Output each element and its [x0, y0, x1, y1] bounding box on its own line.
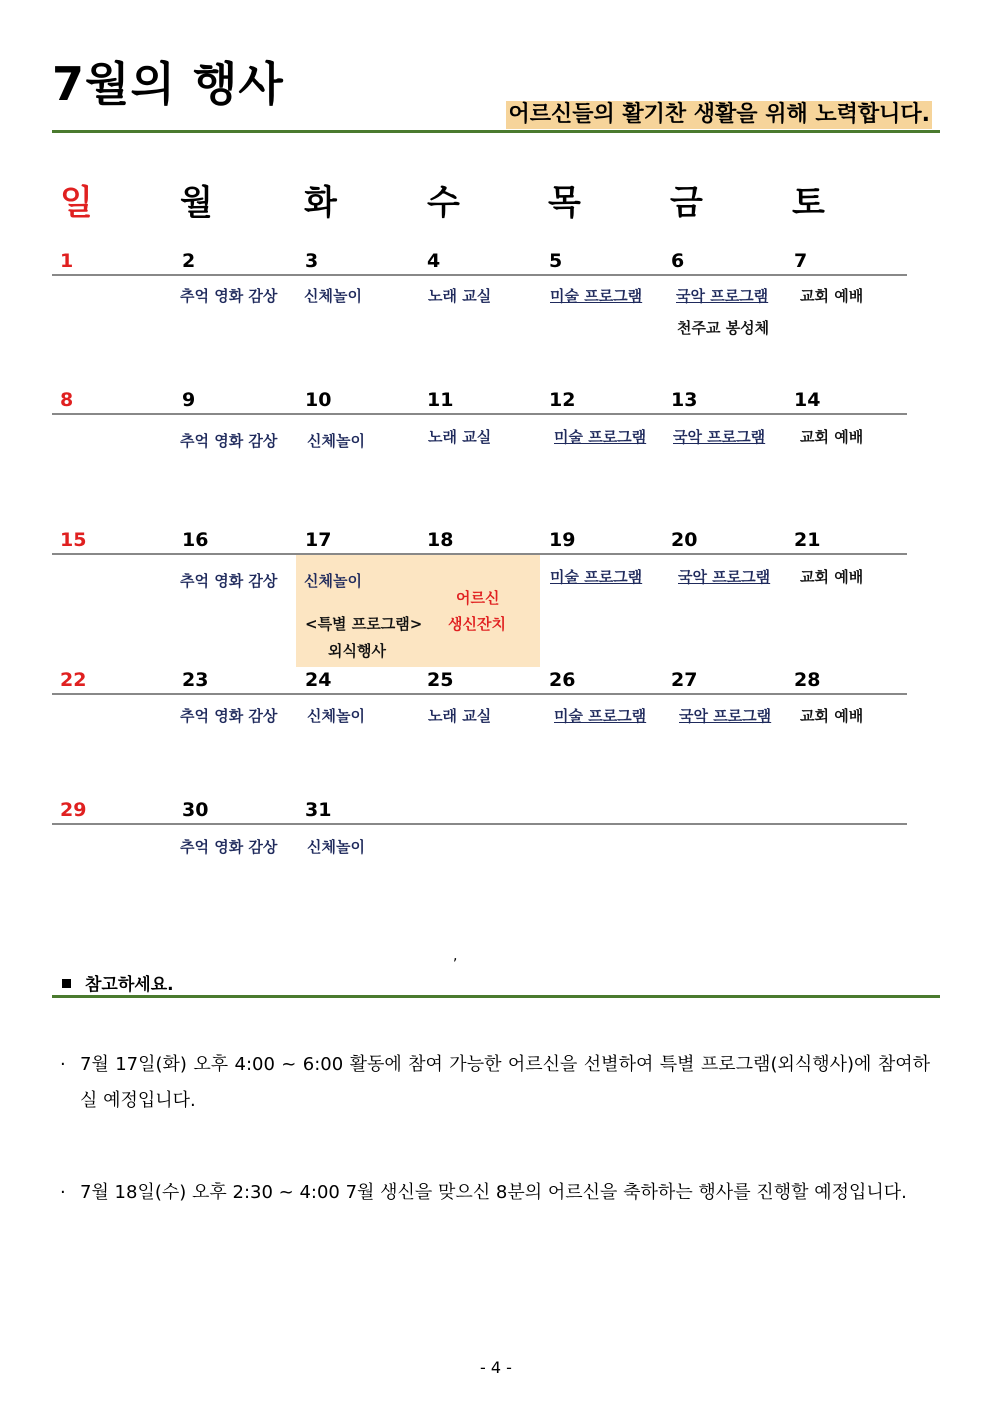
notes-rule [52, 995, 940, 998]
note-text: 7월 18일(수) 오후 2:30 ~ 4:00 7월 생신을 맞으신 8분의 어르신을 축하하는 행사를 진행할 예정입니다. [80, 1182, 907, 1203]
event-church: 교회 예배 [800, 568, 864, 586]
date-cell: 28 [794, 669, 821, 691]
event-catholic: 천주교 봉성체 [677, 319, 770, 337]
page-title: 7월의 행사 [52, 57, 284, 111]
calendar-week-1 [52, 250, 908, 370]
date-cell: 14 [794, 389, 821, 411]
event-birthday-line2: 생신잔치 [448, 615, 506, 633]
date-cell: 21 [794, 529, 821, 551]
weekday-thu: 목 [548, 183, 581, 223]
notes-heading-text: 참고하세요. [85, 975, 174, 995]
event-church: 교회 예배 [800, 707, 864, 725]
event-korean-music: 국악 프로그램 [678, 568, 771, 586]
date-cell: 29 [60, 799, 87, 821]
event-movie: 추억 영화 감상 [180, 838, 278, 856]
date-cell: 7 [794, 250, 808, 272]
date-cell: 26 [549, 669, 576, 691]
date-cell: 16 [182, 529, 209, 551]
date-cell: 6 [671, 250, 685, 272]
event-birthday-line1: 어르신 [456, 589, 500, 607]
weekday-mon: 월 [180, 183, 213, 223]
date-cell: 20 [671, 529, 698, 551]
weekday-tue: 화 [304, 183, 337, 223]
calendar-week-3 [52, 529, 908, 669]
page-subtitle: 어르신들의 활기찬 생활을 위해 노력합니다. [508, 102, 930, 127]
date-cell: 13 [671, 389, 698, 411]
event-movie: 추억 영화 감상 [180, 432, 278, 450]
event-art: 미술 프로그램 [554, 707, 647, 725]
note-text: 7월 17일(화) 오후 4:00 ~ 6:00 활동에 참여 가능한 어르신을 선별하여 특별 프로그램(외식행사)에 참여하실 예정입니다. [80, 1054, 930, 1111]
date-cell: 11 [427, 389, 454, 411]
event-art: 미술 프로그램 [550, 568, 643, 586]
dot-bullet-icon: · [60, 1182, 66, 1203]
date-cell: 4 [427, 250, 441, 272]
calendar-week-2 [52, 389, 908, 509]
stray-mark: , [453, 948, 458, 964]
date-cell: 27 [671, 669, 698, 691]
date-cell: 30 [182, 799, 209, 821]
event-korean-music: 국악 프로그램 [676, 287, 769, 305]
page-number: - 4 - [480, 1358, 512, 1377]
week-divider [52, 693, 907, 695]
event-singing: 노래 교실 [428, 287, 492, 305]
weekday-header-row [52, 175, 952, 225]
date-cell: 17 [305, 529, 332, 551]
event-movie: 추억 영화 감상 [180, 707, 278, 725]
date-cell: 18 [427, 529, 454, 551]
event-special-program: <특별 프로그램> [305, 615, 423, 633]
date-cell: 15 [60, 529, 87, 551]
date-cell: 23 [182, 669, 209, 691]
date-cell: 24 [305, 669, 332, 691]
dot-bullet-icon: · [60, 1054, 66, 1075]
date-cell: 3 [305, 250, 319, 272]
date-cell: 1 [60, 250, 74, 272]
weekday-sat: 토 [792, 183, 825, 223]
event-movie: 추억 영화 감상 [180, 287, 278, 305]
calendar-week-5 [52, 799, 908, 879]
event-church: 교회 예배 [800, 287, 864, 305]
date-cell: 2 [182, 250, 196, 272]
event-singing: 노래 교실 [428, 707, 492, 725]
week-divider [52, 413, 907, 415]
event-dining-out: 외식행사 [328, 642, 386, 660]
event-exercise: 신체놀이 [307, 707, 365, 725]
event-church: 교회 예배 [800, 428, 864, 446]
header-rule [52, 130, 940, 133]
weekday-sun: 일 [60, 183, 93, 223]
date-cell: 22 [60, 669, 87, 691]
event-exercise: 신체놀이 [304, 287, 362, 305]
date-cell: 10 [305, 389, 332, 411]
event-art: 미술 프로그램 [554, 428, 647, 446]
calendar-week-4 [52, 669, 908, 789]
date-cell: 12 [549, 389, 576, 411]
date-cell: 8 [60, 389, 74, 411]
event-korean-music: 국악 프로그램 [673, 428, 766, 446]
event-exercise: 신체놀이 [307, 432, 365, 450]
weekday-wed: 수 [427, 183, 460, 223]
weekday-fri: 금 [670, 183, 703, 223]
notes-heading [62, 970, 174, 995]
date-cell: 31 [305, 799, 332, 821]
week-divider [52, 823, 907, 825]
date-cell: 5 [549, 250, 563, 272]
event-exercise: 신체놀이 [307, 838, 365, 856]
square-bullet-icon [62, 979, 71, 988]
date-cell: 19 [549, 529, 576, 551]
note-item-1 [60, 1047, 930, 1119]
date-cell: 9 [182, 389, 196, 411]
week-divider [52, 274, 907, 276]
event-korean-music: 국악 프로그램 [679, 707, 772, 725]
note-item-2 [60, 1175, 930, 1211]
week-divider [52, 553, 907, 555]
date-cell: 25 [427, 669, 454, 691]
event-exercise: 신체놀이 [304, 572, 362, 590]
event-art: 미술 프로그램 [550, 287, 643, 305]
event-singing: 노래 교실 [428, 428, 492, 446]
event-movie: 추억 영화 감상 [180, 572, 278, 590]
